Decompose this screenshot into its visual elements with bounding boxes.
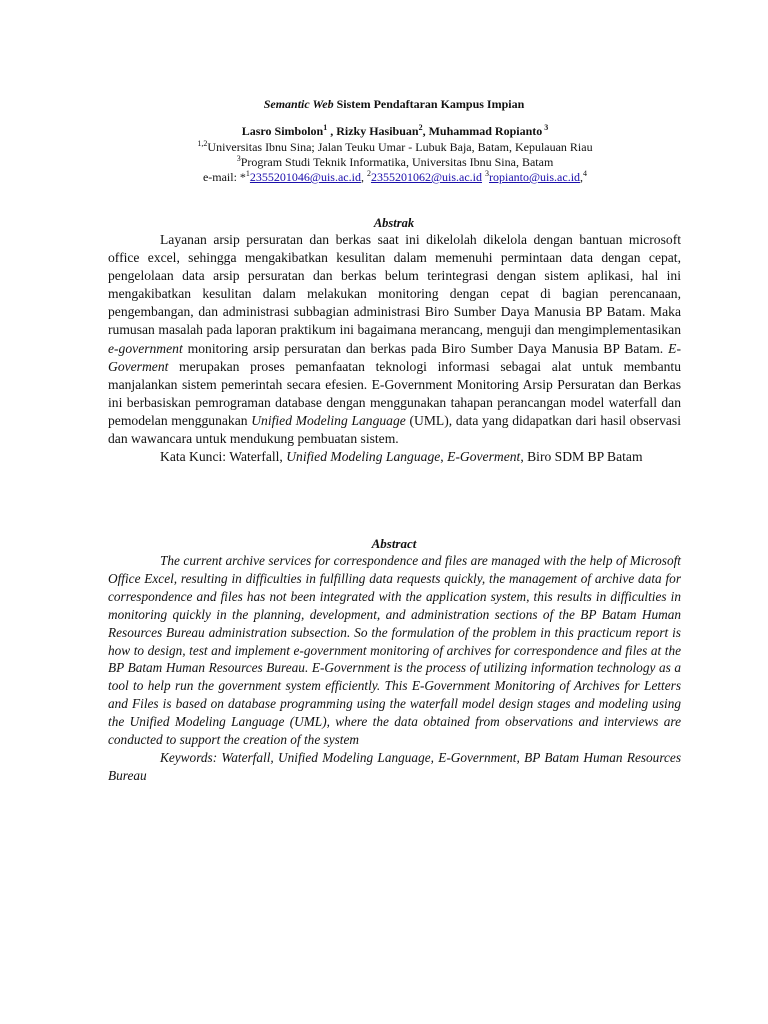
- kata-kunci-italic-1: Unified Modeling Language: [286, 449, 441, 465]
- abstrak-italic-1: e-government: [108, 340, 183, 356]
- abstrak-body: [108, 231, 681, 466]
- affiliation-2: [0, 155, 768, 169]
- abstract-paragraph: The current archive services for correspondence and files are managed with the help of Microsoft Office Excel, resulting in difficulties in fulfilling data requests quickly, the management of archive data for correspondence and files has not been integrated with the application system, this results in difficulties in monitoring quickly in the planning, development, and administration sections of the BP Batam Human Resources Bureau administration subsection. So the formulation of the problem in this practicum report is how to design, test and implement e-government monitoring of archives for correspondence and files at the BP Batam Human Resources Bureau. E-Government is the process of utilizing information technology as a tool to help run the government system efficiently. This E-Government Monitoring of Archives for Letters and Files is based on database programming using the waterfall model design stages and modeling using the Unified Modeling Language (UML), where the data obtained from observations and interviews are conducted to support the creation of the system: [108, 553, 681, 748]
- abstrak-text-a: Layanan arsip persuratan dan berkas saat ini dikelolah dikelola dengan bantuan microsoft office excel, sehingga mengakibatkan kesulitan dalam memenuhi permintaan data dengan cepat, pengelolaan data arsip persuratan dan berkas belum terintegrasi dengan sistem aplikasi, hal ini mengakibatkan kesulitan dalam melakukan monitoring dengan cepat di bagian perencanaan, pengembangan, dan administrasi subbagian administrasi Biro Sumber Daya Manusia BP Batam. Maka rumusan masalah pada laporan praktikum ini bagaimana merancang, menguji dan mengimplementasikan: [108, 232, 681, 338]
- kata-kunci-a: Kata Kunci: Waterfall,: [160, 449, 287, 465]
- email-3-sup: 3: [485, 169, 490, 178]
- email-tail: ,: [580, 170, 584, 184]
- affiliation-2-sup: 3: [236, 154, 241, 163]
- abstract-heading: Abstract: [371, 536, 417, 551]
- affiliation-1: [0, 140, 768, 154]
- abstrak-italic-2: E-Goverment: [108, 340, 681, 374]
- email-2-sup: 2: [366, 169, 371, 178]
- author-2: Rizky Hasibuan: [336, 124, 419, 138]
- author-3: Muhammad Ropianto: [428, 124, 543, 138]
- title-text: Sistem Pendaftaran Kampus Impian: [333, 97, 525, 111]
- paper-title: [0, 96, 768, 112]
- email-4-sup: 4: [583, 169, 588, 178]
- kata-kunci-italic-2: E-Goverment: [447, 449, 521, 465]
- abstrak-text-d: (UML), data yang didapatkan dari hasil observasi dan wawancara untuk mendukung pembuatan sistem.: [108, 412, 681, 447]
- email-link-1[interactable]: 2355201046@uis.ac.id: [249, 170, 361, 184]
- kata-kunci: [108, 448, 681, 466]
- abstrak-heading: Abstrak: [373, 216, 415, 230]
- title-italic-prefix: Semantic Web: [263, 97, 334, 111]
- email-label: e-mail: *: [202, 170, 246, 184]
- email-link-2[interactable]: 2355201062@uis.ac.id: [370, 170, 483, 184]
- author-2-sup: 2: [418, 123, 423, 132]
- author-separator-2: ,: [422, 124, 429, 138]
- affiliation-1-sup: 1,2: [197, 139, 208, 148]
- email-line: [0, 170, 768, 184]
- abstract-body: [108, 552, 681, 785]
- affiliation-2-text: Program Studi Teknik Informatika, Universitas Ibnu Sina, Batam: [240, 155, 554, 169]
- author-1-sup: 1: [323, 123, 328, 132]
- abstrak-italic-3: Unified Modeling Language: [251, 412, 406, 428]
- email-1-sup: 1: [245, 169, 250, 178]
- keywords: Keywords: Waterfall, Unified Modeling Language, E-Government, BP Batam Human Resources Bureau: [108, 749, 681, 783]
- abstrak-text-c: merupakan proses pemanfaatan teknologi informasi sebagai alat untuk membantu manjalankan sistem pemerintah secara efesien. E-Government Monitoring Arsip Persuratan dan Berkas ini berbasiskan pemrograman database dengan menggunakan tahapan perancangan model waterfall dan pemodelan menggunakan: [108, 358, 681, 428]
- author-list: [0, 124, 768, 138]
- email-link-3[interactable]: ropianto@uis.ac.id: [489, 170, 581, 184]
- author-3-sup: 3: [542, 123, 549, 132]
- author-separator-1: ,: [327, 124, 337, 138]
- kata-kunci-b: ,: [440, 449, 448, 465]
- abstrak-text-b: monitoring arsip persuratan dan berkas pada Biro Sumber Daya Manusia BP Batam.: [182, 340, 669, 356]
- email-separator-1: ,: [360, 170, 367, 184]
- author-1: Lasro Simbolon: [241, 124, 324, 138]
- abstrak-paragraph: [108, 231, 681, 448]
- kata-kunci-c: , Biro SDM BP Batam: [520, 449, 643, 465]
- affiliation-1-text: Universitas Ibnu Sina; Jalan Teuku Umar - Lubuk Baja, Batam, Kepulauan Riau: [207, 140, 593, 154]
